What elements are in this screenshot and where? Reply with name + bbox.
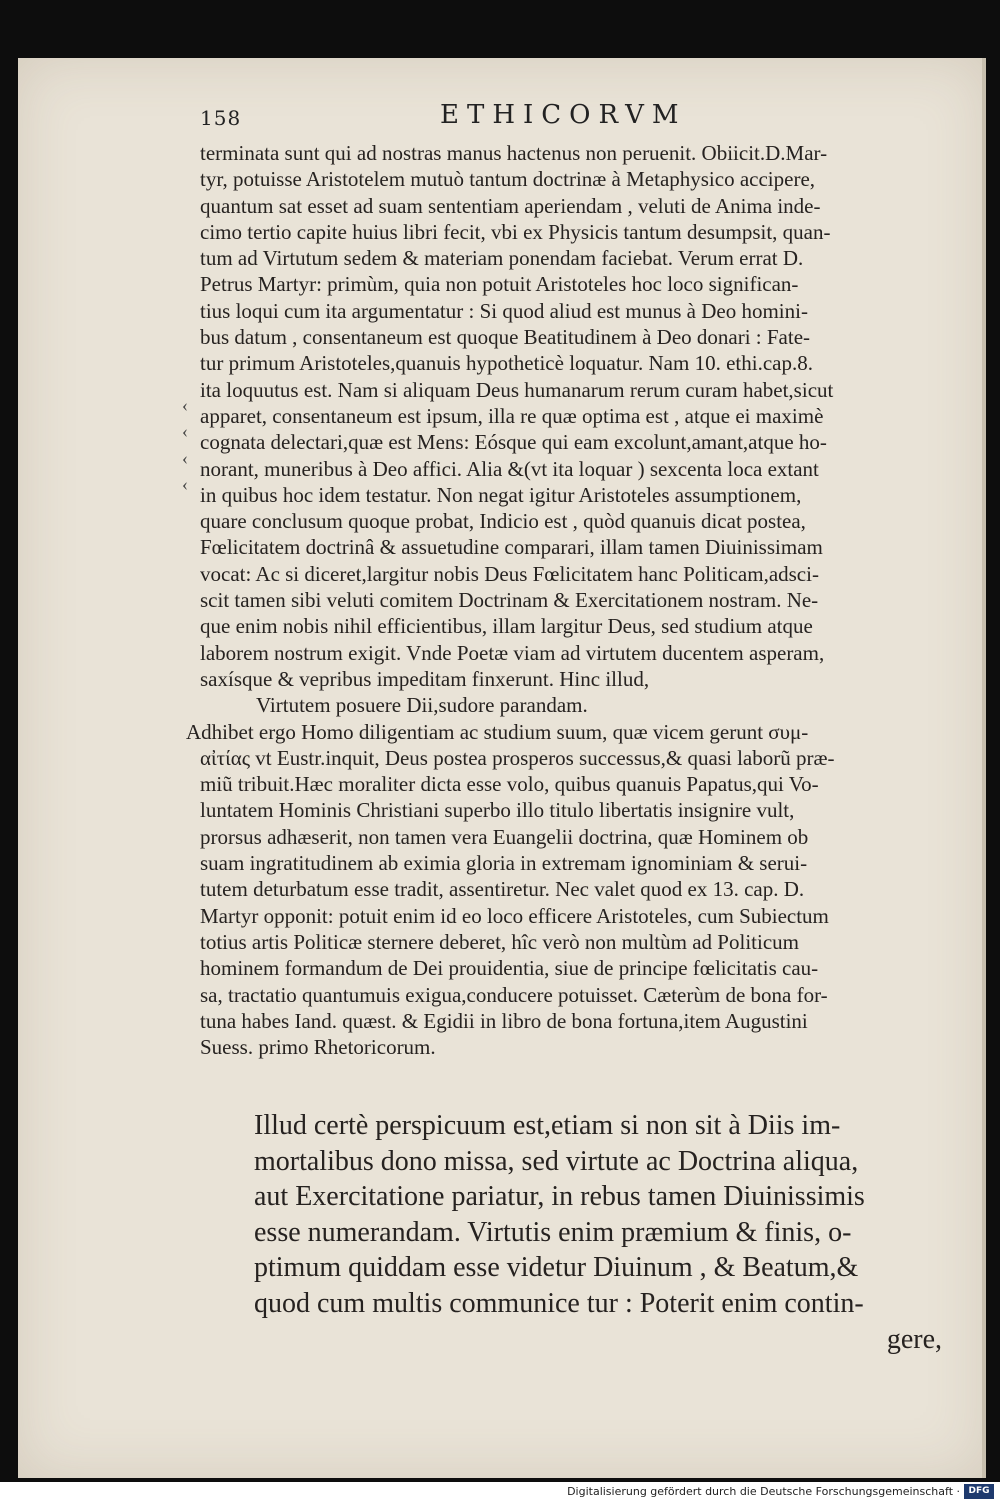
catchword: gere,: [886, 1323, 942, 1355]
text-line: que enim nobis nihil efficientibus, illam largitur Deus, sed studium atque: [200, 614, 813, 639]
body-text: [186, 140, 950, 1060]
text-line: terminata sunt qui ad nostras manus hactenus non peruenit. Obiicit.D.Mar-: [200, 141, 828, 165]
text-line: Suess. primo Rhetoricorum.: [200, 1035, 436, 1060]
large-text-line: mortalibus dono missa, sed virtute ac Doctrina aliqua,: [254, 1145, 859, 1177]
text-line: apparet, consentaneum est ipsum, illa re quæ optima est , atque ei maximè: [200, 403, 824, 428]
text-line: prorsus adhæserit, non tamen vera Euangelii doctrina, quæ Hominem ob: [200, 824, 809, 849]
large-text-line: aut Exercitatione pariatur, in rebus tamen Diuinissimis: [254, 1181, 865, 1213]
text-line: Petrus Martyr: primùm, quia non potuit Aristoteles hoc loco significan-: [200, 272, 799, 297]
footer-bar: [0, 1482, 1000, 1502]
text-line: scit tamen sibi veluti comitem Doctrinam & Exercitationem nostram. Ne-: [200, 588, 819, 613]
text-line: tur primum Aristoteles,quanuis hypotheticè loquatur. Nam 10. ethi.cap.8.: [200, 351, 813, 376]
margin-quote-marks: [182, 392, 196, 497]
text-line: tyr, potuisse Aristotelem mutuò tantum doctrinæ à Metaphysico accipere,: [200, 167, 816, 192]
large-text-line: esse numerandam. Virtutis enim præmium & finis, o-: [254, 1216, 852, 1248]
text-line: αἰτίας vt Eustr.inquit, Deus postea prosperos successus,& quasi laborũ præ-: [200, 745, 835, 770]
large-text-block: [254, 1108, 954, 1357]
large-text-line: quod cum multis communice tur : Poterit enim contin-: [254, 1287, 864, 1319]
text-line: suam ingratitudinem ab eximia gloria in extremam ignominiam & serui-: [200, 851, 808, 876]
text-line: tuna habes Iand. quæst. & Egidii in libro de bona fortuna,item Augustini: [200, 1008, 808, 1033]
text-line: cimo tertio capite huius libri fecit, vbi ex Physicis tantum desumpsit, quan-: [200, 219, 831, 244]
text-line: in quibus hoc idem testatur. Non negat igitur Aristoteles assumptionem,: [200, 482, 802, 507]
text-line: quantum sat esset ad suam sententiam aperiendam , veluti de Anima inde-: [200, 193, 821, 218]
text-line: Adhibet ergo Homo diligentiam ac studium suum, quæ vicem gerunt συμ-: [186, 719, 809, 744]
quote-mark: ‹: [182, 395, 188, 415]
verse-line: Virtutem posuere Dii,sudore parandam.: [256, 693, 588, 718]
text-line: saxísque & vepribus impeditam finxerunt. Hinc illud,: [200, 666, 650, 691]
running-head: [200, 100, 760, 134]
text-line: Fœlicitatem doctrinâ & assuetudine comparari, illam tamen Diuinissimam: [200, 535, 823, 560]
quote-mark: ‹: [182, 421, 188, 442]
footer-credit: Digitalisierung gefördert durch die Deutsche Forschungsgemeinschaft ·: [567, 1485, 960, 1498]
text-line: luntatem Hominis Christiani superbo illo titulo libertatis insignire vult,: [200, 798, 795, 823]
page-title: ETHICORVM: [440, 100, 687, 130]
page-number: 158: [200, 106, 242, 130]
text-line: miũ tribuit.Hæc moraliter dicta esse volo, quibus quanuis Papatus,qui Vo-: [200, 772, 819, 797]
text-line: tum ad Virtutum sedem & materiam ponendam faciebat. Verum errat D.: [200, 246, 804, 271]
text-line: quare conclusum quoque probat, Indicio est , quòd quanuis dicat postea,: [200, 509, 806, 534]
text-line: bus datum , consentaneum est quoque Beatitudinem à Deo donari : Fate-: [200, 325, 811, 350]
text-line: laborem nostrum exigit. Vnde Poetæ viam ad virtutem ducentem asperam,: [200, 640, 825, 665]
large-text-line: Illud certè perspicuum est,etiam si non sit à Diis im-: [254, 1110, 841, 1141]
quote-mark: ‹: [182, 473, 188, 494]
text-line: tutem deturbatum esse tradit, assentiretur. Nec valet quod ex 13. cap. D.: [200, 877, 805, 902]
quote-mark: ‹: [182, 447, 188, 468]
dfg-logo: DFG: [964, 1484, 994, 1499]
text-line: sa, tractatio quantumuis exigua,conducere potuisset. Cæterùm de bona for-: [200, 982, 828, 1007]
text-line: cognata delectari,quæ est Mens: Eósque qui eam excolunt,amant,atque ho-: [200, 430, 827, 455]
text-line: tius loqui cum ita argumentatur : Si quod aliud est munus à Deo homini-: [200, 298, 808, 323]
text-line: Martyr opponit: potuit enim id eo loco efficere Aristoteles, cum Subiectum: [200, 903, 829, 928]
page-edge: [982, 58, 986, 1478]
text-line: totius artis Politicæ sternere deberet, hîc verò non multùm ad Politicum: [200, 929, 799, 954]
text-line: ita loquutus est. Nam si aliquam Deus humanarum rerum curam habet,sicut: [200, 377, 834, 402]
text-line: hominem formandum de Dei prouidentia, siue de principe fœlicitatis cau-: [200, 956, 819, 981]
large-text-line: ptimum quiddam esse videtur Diuinum , & Beatum,&: [254, 1252, 859, 1284]
text-line: vocat: Ac si diceret,largitur nobis Deus Fœlicitatem hanc Politicam,adsci-: [200, 561, 819, 586]
text-line: norant, muneribus à Deo affici. Alia &(vt ita loquar ) sexcenta loca extant: [200, 456, 819, 481]
